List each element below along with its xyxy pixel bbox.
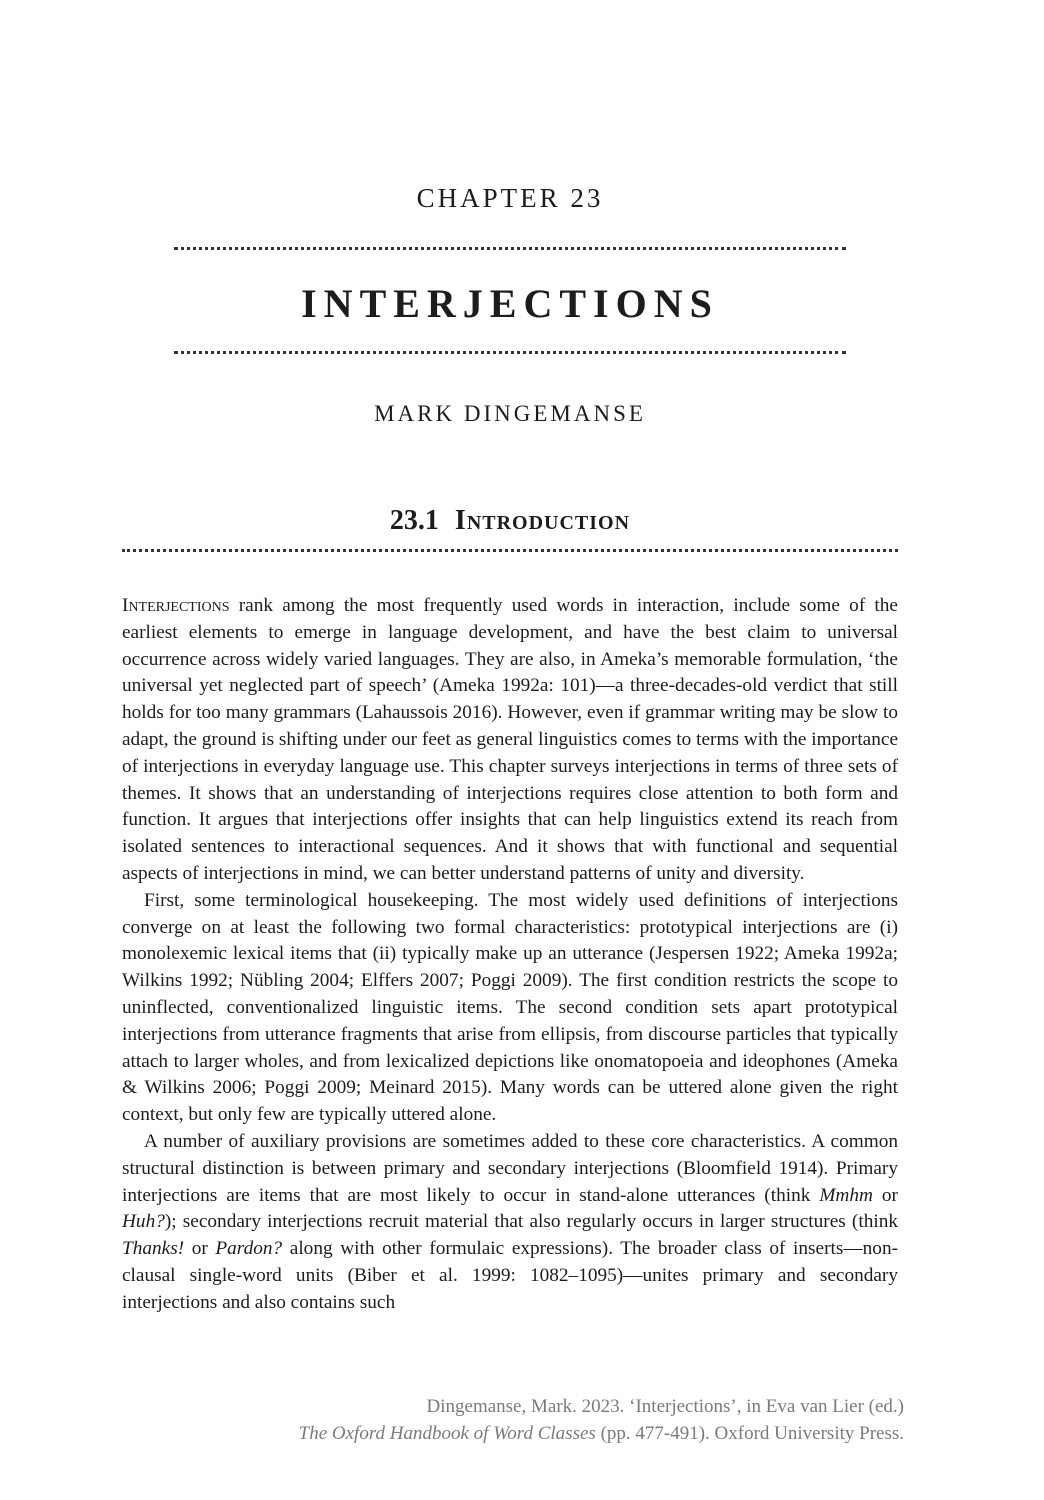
section-heading <box>0 505 1020 537</box>
citation-line-2 <box>204 1420 904 1447</box>
paragraph-3-text: or <box>872 1184 898 1206</box>
section-number: 23.1 <box>389 505 439 536</box>
paragraph-2: First, some terminological housekeeping. The most widely used definitions of interjections converge on at least the following two formal characteristics: prototypical interjections are (i) monolexemic lexical items that (ii) typically make up an utterance (Jespersen 1922; Ameka 1992a; Wilkins 1992; Nübling 2004; Elffers 2007; Poggi 2009). The first condition restricts the scope to uninflected, conventionalized linguistic items. The second condition sets apart prototypical interjections from utterance fragments that arise from ellipsis, from discourse particles that typically attach to larger wholes, and from lexicalized depictions like onomatopoeia and ideophones (Ameka & Wilkins 2006; Poggi 2009; Meinard 2015). Many words can be uttered alone given the right context, but only few are typically uttered alone. <box>122 889 898 1126</box>
example-huh: Huh? <box>122 1211 165 1233</box>
book-title: The Oxford Handbook of Word Classes <box>298 1423 596 1444</box>
paragraph-3-text: A number of auxiliary provisions are sometimes added to these core characteristics. A common structural distinction is between primary and secondary interjections (Bloomfield 1914). Primary interjections are items that are most likely to occur in stand-alone utterances (think <box>122 1130 898 1206</box>
author-name: MARK DINGEMANSE <box>374 401 646 426</box>
chapter-title: INTERJECTIONS <box>301 281 719 326</box>
example-pardon: Pardon? <box>215 1238 283 1260</box>
section-rule <box>122 549 898 552</box>
body-text <box>122 593 898 1317</box>
citation-line-1: Dingemanse, Mark. 2023. ‘Interjections’, in Eva van Lier (ed.) <box>426 1396 904 1417</box>
citation-publisher: (pp. 477-491). Oxford University Press. <box>595 1423 904 1444</box>
example-mmhm: Mmhm <box>819 1184 873 1206</box>
title-top-rule <box>174 247 846 250</box>
paragraph-1-text: rank among the most frequently used words in interaction, include some of the earliest elements to emerge in language development, and have the best claim to universal occurrence across widely varied languages. They are also, in Ameka’s memorable formulation, ‘the universal yet neglected part of speech’ (Ameka 1992a: 101)—a three-decades-old verdict that still holds for too many grammars (Lahaussois 2016). However, even if grammar writing may be slow to adapt, the ground is shifting under our feet as general linguistics comes to terms with the importance of interjections in everyday language use. This chapter surveys interjections in terms of three sets of themes. It shows that an understanding of interjections requires close attention to both form and function. It argues that interjections offer insights that can help linguistics extend its reach from isolated sentences to interactional sequences. And it shows that with functional and sequential aspects of interjections in mind, we can better understand patterns of unity and diversity. <box>122 595 898 884</box>
citation-footer <box>204 1393 904 1447</box>
paragraph-1 <box>122 593 898 888</box>
title-bottom-rule <box>174 351 846 354</box>
paragraph-3-text: or <box>184 1238 216 1260</box>
paragraph-3-text: along with other formulaic expressions). The broader class of inserts—non-clausal single-word units (Biber et al. 1999: 1082–1095)—unites primary and secondary interjections and also contains such <box>122 1238 898 1313</box>
chapter-label: CHAPTER 23 <box>416 183 604 213</box>
example-thanks: Thanks! <box>122 1238 185 1260</box>
paragraph-3 <box>122 1129 898 1317</box>
paragraph-3-text: ); secondary interjections recruit material that also regularly occurs in larger structures (think <box>164 1211 898 1233</box>
lead-term: Interjections <box>122 595 230 616</box>
section-title: Introduction <box>454 505 631 536</box>
